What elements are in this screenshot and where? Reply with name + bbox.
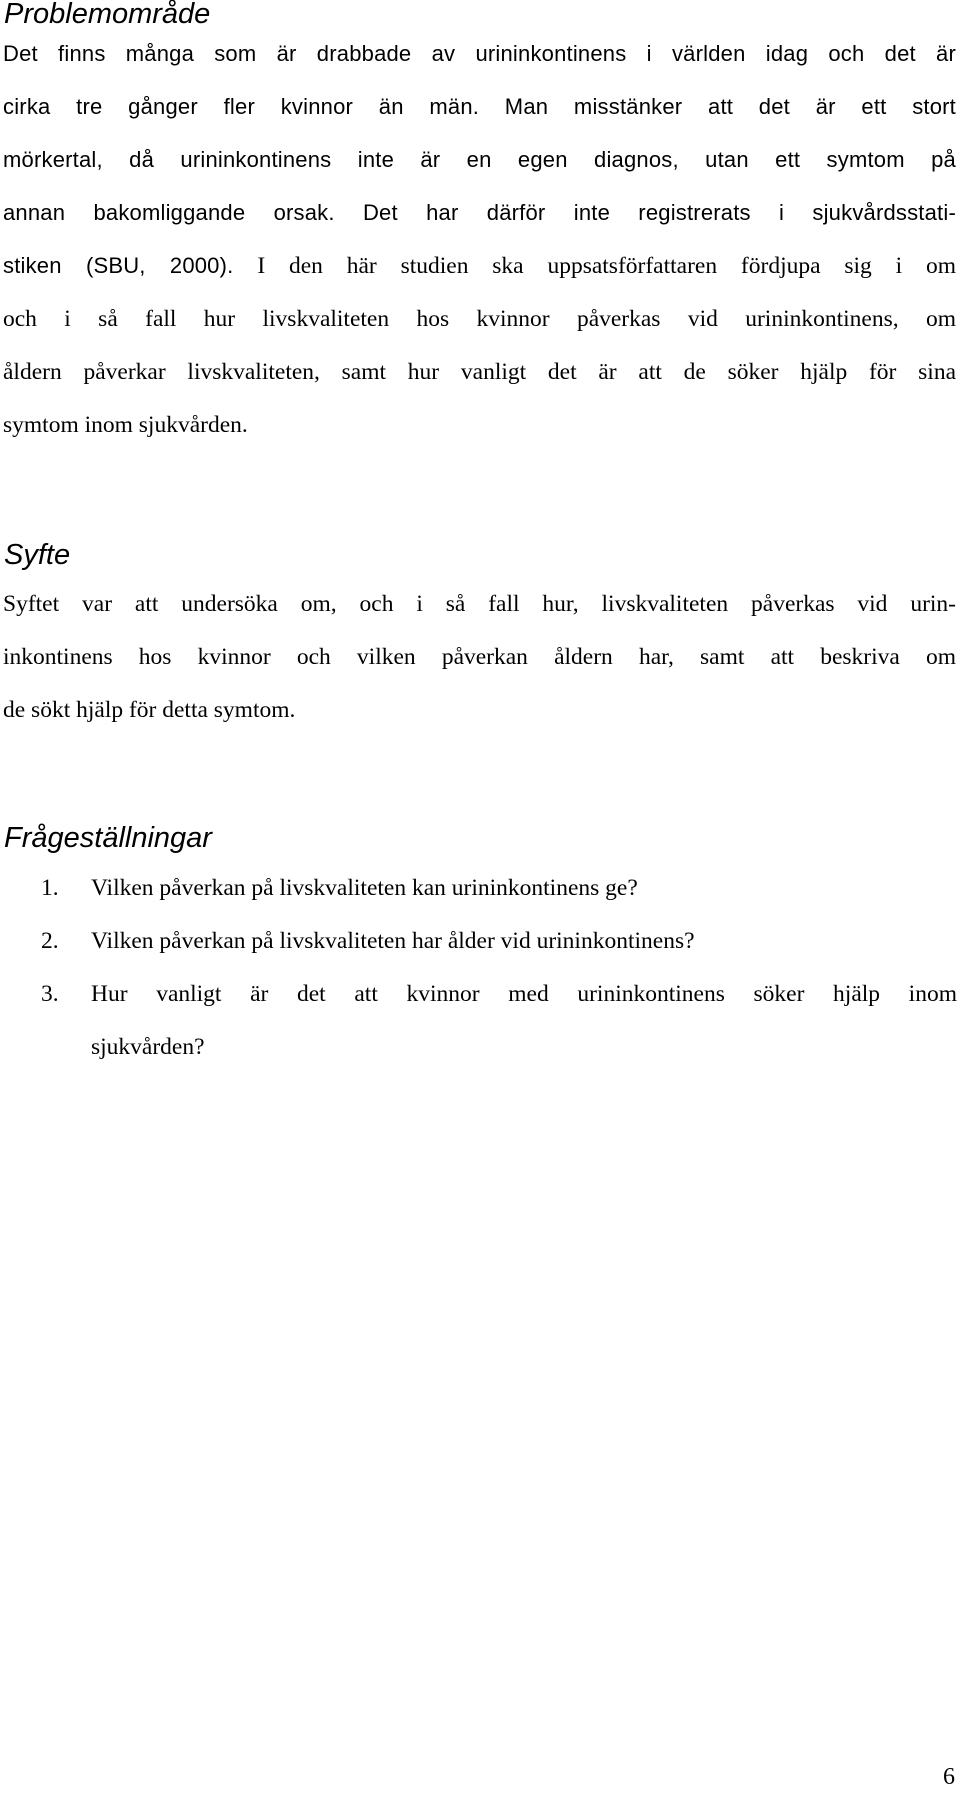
text-fragment: I den här studien ska uppsatsförfattaren fördjupa sig i om	[257, 253, 957, 279]
list-item-text: Vilken påverkan på livskvaliteten kan urininkontinens ge?	[91, 875, 638, 901]
list-item	[0, 968, 957, 1074]
text-line: Det finns många som är drabbade av urininkontinens i världen idag och det är	[3, 41, 956, 66]
page-number: 6	[943, 1764, 955, 1790]
text-line: cirka tre gånger fler kvinnor än män. Man misstänker att det är ett stort	[3, 94, 956, 119]
text-line: inkontinens hos kvinnor och vilken påverkan åldern har, samt att beskriva om	[3, 644, 956, 670]
text-line-mixed	[3, 239, 956, 293]
text-line: annan bakomliggande orsak. Det har därför inte registrerats i sjukvårdsstati-	[3, 200, 956, 225]
list-item	[0, 862, 957, 915]
list-number: 1.	[41, 875, 59, 901]
list-number: 2.	[41, 928, 59, 954]
paragraph-problemomrade	[3, 27, 956, 452]
text-line: och i så fall hur livskvaliteten hos kvinnor påverkas vid urininkontinens, om	[3, 306, 956, 332]
paragraph-syfte	[3, 578, 956, 737]
heading-problemomrade: Problemområde	[4, 0, 211, 30]
text-line: de sökt hjälp för detta symtom.	[3, 697, 296, 723]
heading-syfte: Syfte	[4, 539, 71, 571]
heading-fragestallningar: Frågeställningar	[4, 822, 212, 854]
question-list	[0, 862, 957, 1074]
citation-text: stiken (SBU, 2000).	[3, 253, 234, 278]
text-line: mörkertal, då urininkontinens inte är en egen diagnos, utan ett symtom på	[3, 147, 956, 172]
list-item-text: Vilken påverkan på livskvaliteten har ålder vid urininkontinens?	[91, 928, 695, 954]
text-line: åldern påverkar livskvaliteten, samt hur vanligt det är att de söker hjälp för sina	[3, 359, 956, 385]
list-item-text: Hur vanligt är det att kvinnor med urininkontinens söker hjälp inom	[91, 981, 957, 1007]
text-line: Syftet var att undersöka om, och i så fall hur, livskvaliteten påverkas vid urin-	[3, 591, 956, 617]
list-item-text-continued: sjukvården?	[91, 1034, 205, 1060]
list-number: 3.	[41, 981, 59, 1007]
text-line: symtom inom sjukvården.	[3, 412, 248, 438]
list-item	[0, 915, 957, 968]
